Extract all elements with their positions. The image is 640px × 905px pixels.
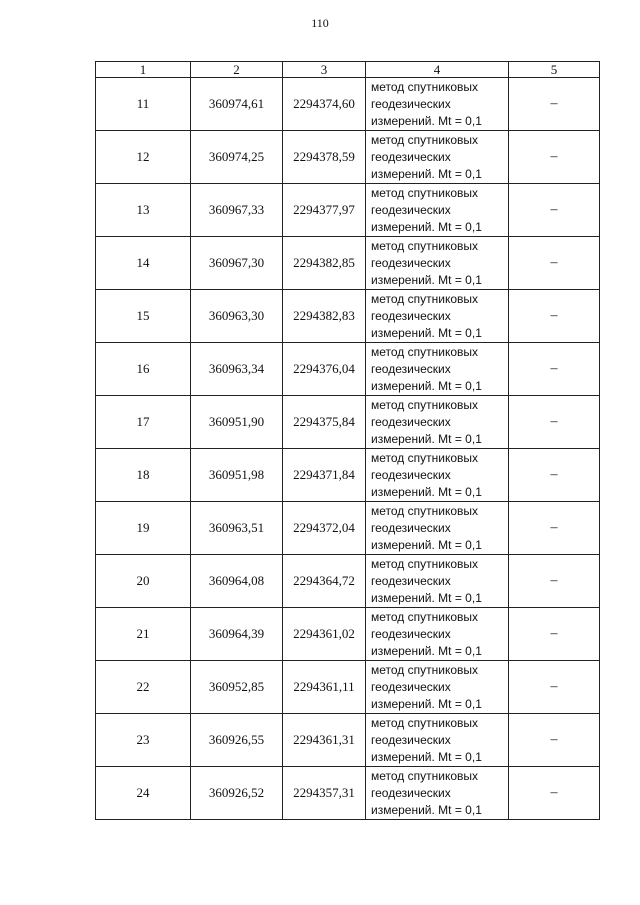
note-cell: – bbox=[509, 78, 600, 131]
method-text-line: метод спутниковых bbox=[371, 662, 479, 677]
method-text-line: метод спутниковых bbox=[371, 397, 479, 412]
method-text-line: измерений. Mt = 0,1 bbox=[371, 166, 482, 181]
column-header: 2 bbox=[191, 62, 283, 78]
method-cell bbox=[366, 449, 509, 502]
y-coordinate-cell: 2294372,04 bbox=[283, 502, 366, 555]
method-text-line: метод спутниковых bbox=[371, 238, 479, 253]
note-cell: – bbox=[509, 290, 600, 343]
x-coordinate-cell: 360963,51 bbox=[191, 502, 283, 555]
column-header: 1 bbox=[96, 62, 191, 78]
method-text-line: измерений. Mt = 0,1 bbox=[371, 537, 482, 552]
method-text-line: геодезических bbox=[371, 573, 451, 588]
method-text-line: геодезических bbox=[371, 255, 451, 270]
method-text-line: геодезических bbox=[371, 520, 451, 535]
table-row bbox=[96, 714, 600, 767]
note-cell: – bbox=[509, 449, 600, 502]
method-cell bbox=[366, 714, 509, 767]
method-cell bbox=[366, 131, 509, 184]
point-number-cell: 18 bbox=[96, 449, 191, 502]
method-cell bbox=[366, 396, 509, 449]
method-text-line: измерений. Mt = 0,1 bbox=[371, 325, 482, 340]
method-text-line: измерений. Mt = 0,1 bbox=[371, 484, 482, 499]
method-text-line: измерений. Mt = 0,1 bbox=[371, 696, 482, 711]
method-cell bbox=[366, 608, 509, 661]
method-cell bbox=[366, 555, 509, 608]
point-number-cell: 22 bbox=[96, 661, 191, 714]
method-text-line: геодезических bbox=[371, 414, 451, 429]
point-number-cell: 23 bbox=[96, 714, 191, 767]
method-text-line: геодезических bbox=[371, 361, 451, 376]
x-coordinate-cell: 360974,25 bbox=[191, 131, 283, 184]
method-text-line: метод спутниковых bbox=[371, 291, 479, 306]
x-coordinate-cell: 360926,52 bbox=[191, 767, 283, 820]
note-cell: – bbox=[509, 131, 600, 184]
table-row bbox=[96, 661, 600, 714]
table-row bbox=[96, 343, 600, 396]
column-header: 3 bbox=[283, 62, 366, 78]
note-cell: – bbox=[509, 237, 600, 290]
method-cell bbox=[366, 767, 509, 820]
x-coordinate-cell: 360974,61 bbox=[191, 78, 283, 131]
column-header: 5 bbox=[509, 62, 600, 78]
x-coordinate-cell: 360926,55 bbox=[191, 714, 283, 767]
method-cell bbox=[366, 502, 509, 555]
note-cell: – bbox=[509, 184, 600, 237]
point-number-cell: 12 bbox=[96, 131, 191, 184]
y-coordinate-cell: 2294371,84 bbox=[283, 449, 366, 502]
y-coordinate-cell: 2294375,84 bbox=[283, 396, 366, 449]
column-header: 4 bbox=[366, 62, 509, 78]
method-text-line: измерений. Mt = 0,1 bbox=[371, 802, 482, 817]
page-number: 110 bbox=[311, 16, 329, 30]
table-row bbox=[96, 78, 600, 131]
method-text-line: геодезических bbox=[371, 732, 451, 747]
x-coordinate-cell: 360951,98 bbox=[191, 449, 283, 502]
note-cell: – bbox=[509, 608, 600, 661]
x-coordinate-cell: 360964,39 bbox=[191, 608, 283, 661]
method-text-line: измерений. Mt = 0,1 bbox=[371, 113, 482, 128]
table-row bbox=[96, 131, 600, 184]
method-cell bbox=[366, 343, 509, 396]
table-row bbox=[96, 767, 600, 820]
y-coordinate-cell: 2294376,04 bbox=[283, 343, 366, 396]
note-cell: – bbox=[509, 661, 600, 714]
method-text-line: измерений. Mt = 0,1 bbox=[371, 219, 482, 234]
y-coordinate-cell: 2294361,02 bbox=[283, 608, 366, 661]
method-text-line: геодезических bbox=[371, 149, 451, 164]
y-coordinate-cell: 2294364,72 bbox=[283, 555, 366, 608]
x-coordinate-cell: 360967,33 bbox=[191, 184, 283, 237]
x-coordinate-cell: 360951,90 bbox=[191, 396, 283, 449]
method-cell bbox=[366, 78, 509, 131]
table-row bbox=[96, 396, 600, 449]
point-number-cell: 19 bbox=[96, 502, 191, 555]
y-coordinate-cell: 2294382,85 bbox=[283, 237, 366, 290]
method-cell bbox=[366, 237, 509, 290]
method-text-line: геодезических bbox=[371, 785, 451, 800]
method-text-line: геодезических bbox=[371, 467, 451, 482]
y-coordinate-cell: 2294374,60 bbox=[283, 78, 366, 131]
table-row bbox=[96, 555, 600, 608]
method-text-line: метод спутниковых bbox=[371, 768, 479, 783]
method-text-line: измерений. Mt = 0,1 bbox=[371, 643, 482, 658]
method-text-line: измерений. Mt = 0,1 bbox=[371, 749, 482, 764]
method-text-line: метод спутниковых bbox=[371, 556, 479, 571]
note-cell: – bbox=[509, 343, 600, 396]
note-cell: – bbox=[509, 714, 600, 767]
table-row bbox=[96, 608, 600, 661]
x-coordinate-cell: 360963,34 bbox=[191, 343, 283, 396]
method-cell bbox=[366, 661, 509, 714]
table-row bbox=[96, 184, 600, 237]
method-text-line: метод спутниковых bbox=[371, 609, 479, 624]
note-cell: – bbox=[509, 396, 600, 449]
point-number-cell: 16 bbox=[96, 343, 191, 396]
table-row bbox=[96, 502, 600, 555]
coordinates-table bbox=[95, 61, 600, 820]
y-coordinate-cell: 2294361,11 bbox=[283, 661, 366, 714]
point-number-cell: 14 bbox=[96, 237, 191, 290]
x-coordinate-cell: 360964,08 bbox=[191, 555, 283, 608]
method-text-line: измерений. Mt = 0,1 bbox=[371, 272, 482, 287]
table-row bbox=[96, 237, 600, 290]
method-text-line: метод спутниковых bbox=[371, 132, 479, 147]
method-text-line: геодезических bbox=[371, 96, 451, 111]
method-text-line: метод спутниковых bbox=[371, 450, 479, 465]
method-text-line: метод спутниковых bbox=[371, 344, 479, 359]
point-number-cell: 15 bbox=[96, 290, 191, 343]
method-text-line: метод спутниковых bbox=[371, 715, 479, 730]
method-text-line: геодезических bbox=[371, 679, 451, 694]
point-number-cell: 24 bbox=[96, 767, 191, 820]
y-coordinate-cell: 2294357,31 bbox=[283, 767, 366, 820]
method-text-line: измерений. Mt = 0,1 bbox=[371, 378, 482, 393]
point-number-cell: 17 bbox=[96, 396, 191, 449]
point-number-cell: 21 bbox=[96, 608, 191, 661]
method-text-line: геодезических bbox=[371, 308, 451, 323]
y-coordinate-cell: 2294361,31 bbox=[283, 714, 366, 767]
point-number-cell: 20 bbox=[96, 555, 191, 608]
method-text-line: метод спутниковых bbox=[371, 185, 479, 200]
note-cell: – bbox=[509, 502, 600, 555]
x-coordinate-cell: 360952,85 bbox=[191, 661, 283, 714]
x-coordinate-cell: 360967,30 bbox=[191, 237, 283, 290]
method-text-line: метод спутниковых bbox=[371, 503, 479, 518]
table-row bbox=[96, 449, 600, 502]
method-text-line: геодезических bbox=[371, 202, 451, 217]
note-cell: – bbox=[509, 767, 600, 820]
method-text-line: измерений. Mt = 0,1 bbox=[371, 590, 482, 605]
y-coordinate-cell: 2294378,59 bbox=[283, 131, 366, 184]
note-cell: – bbox=[509, 555, 600, 608]
table-row bbox=[96, 290, 600, 343]
point-number-cell: 11 bbox=[96, 78, 191, 131]
x-coordinate-cell: 360963,30 bbox=[191, 290, 283, 343]
point-number-cell: 13 bbox=[96, 184, 191, 237]
method-cell bbox=[366, 184, 509, 237]
y-coordinate-cell: 2294382,83 bbox=[283, 290, 366, 343]
method-cell bbox=[366, 290, 509, 343]
method-text-line: измерений. Mt = 0,1 bbox=[371, 431, 482, 446]
table-header-row bbox=[96, 62, 600, 78]
method-text-line: геодезических bbox=[371, 626, 451, 641]
y-coordinate-cell: 2294377,97 bbox=[283, 184, 366, 237]
method-text-line: метод спутниковых bbox=[371, 79, 479, 94]
